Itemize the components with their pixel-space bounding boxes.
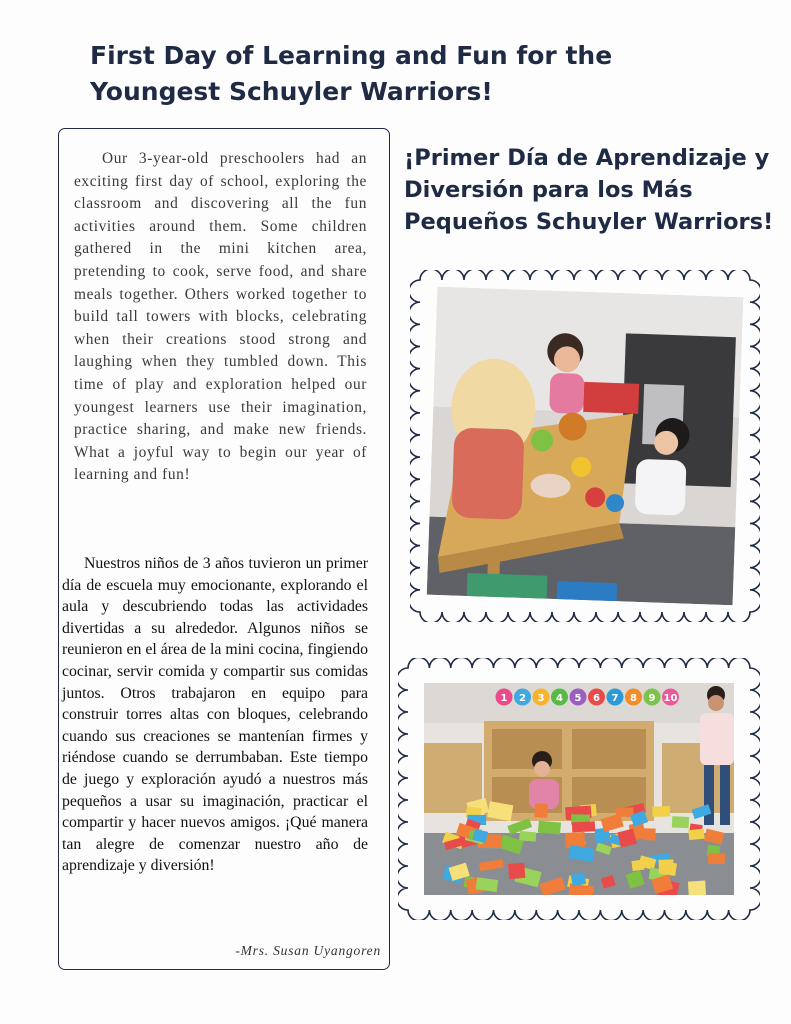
number-label: 8	[630, 693, 637, 704]
photo-frame-kitchen	[410, 270, 760, 622]
photo-kitchen-play	[427, 287, 744, 605]
foam-block	[708, 853, 725, 864]
number-label: 1	[500, 693, 508, 704]
foam-block	[534, 803, 547, 817]
number-label: 10	[663, 693, 678, 704]
author-signature: -Mrs. Susan Uyangoren	[235, 943, 381, 958]
story-english: Our 3-year-old preschoolers had an exciting first day of school, exploring the classroom and discovering all the fun activities around them. Some children gathered in the mini kitchen area, pretending to cook, serve food, and share meals together. Others worked together to build tall towers with blocks, celebrating when their creations stood strong and laughing when they tumbled down. This time of play and exploration helped our youngest learners use their imagination, practice sharing, and make new friends. What a joyful way to begin our year of learning and fun!	[74, 150, 367, 484]
number-label: 4	[556, 693, 563, 704]
story-spanish: Nuestros niños de 3 años tuvieron un primer día de escuela muy emocionante, explorando el aula y descubriendo todas las actividades divertidas a su alrededor. Algunos niños se reunieron en el área de la mini cocina, fingiendo cocinar, servir comida y compartir sus comidas juntos. Otros trabajaron en equipo para construir torres altas con bloques, celebrando cuando sus creaciones se mantenían firmes y riéndose cuando se derrumbaban. Este tiempo de juego y exploración ayudó a nuestros más pequeños a usar su imaginación, practicar el compartir y hacer nuevos amigos. ¡Qué manera tan alegre de comenzar nuestro año de aprendizaje y diversión!	[62, 555, 368, 875]
photo-block-building	[424, 683, 734, 895]
foam-block	[631, 860, 644, 871]
foam-block	[659, 859, 674, 873]
foam-block	[519, 831, 536, 842]
foam-block	[508, 863, 525, 879]
foam-block	[672, 816, 689, 828]
foam-block	[688, 881, 706, 895]
foam-block	[538, 821, 561, 835]
number-label: 7	[611, 693, 619, 704]
foam-block	[652, 806, 670, 817]
foam-block	[572, 821, 595, 832]
foam-block	[688, 829, 704, 840]
number-label: 2	[519, 693, 526, 704]
foam-block	[571, 872, 587, 886]
photo-frame-blocks	[398, 658, 760, 920]
number-label: 6	[593, 693, 600, 704]
number-label: 9	[648, 693, 656, 704]
article-title: First Day of Learning and Fun for the Youngest Schuyler Warriors!	[90, 41, 613, 106]
number-label: 3	[537, 693, 545, 704]
article-title-spanish: ¡Primer Día de Aprendizaje y Diversión para los Más Pequeños Schuyler Warriors!	[404, 145, 774, 235]
foam-block	[643, 828, 656, 840]
number-label: 5	[574, 693, 582, 704]
